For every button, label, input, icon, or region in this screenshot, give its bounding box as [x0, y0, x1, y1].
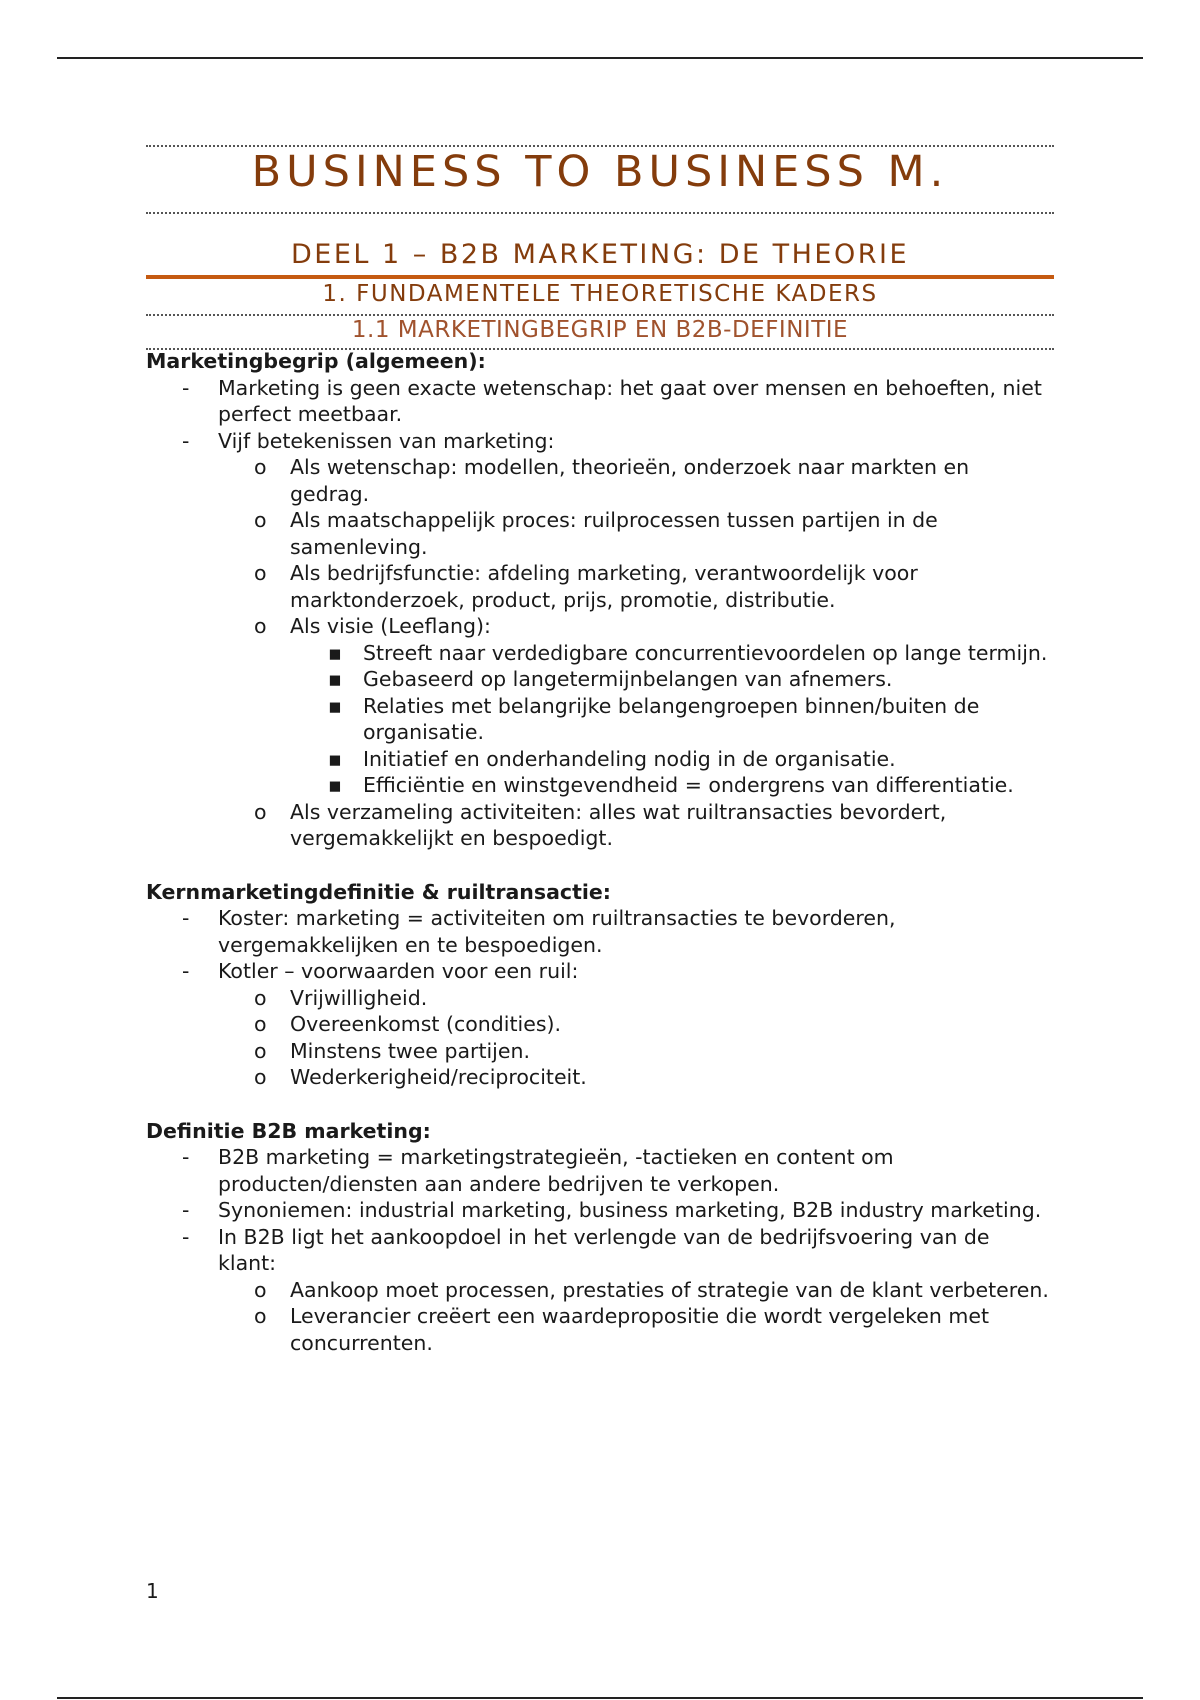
page-bottom-rule — [57, 1697, 1143, 1699]
bullet-marker-icon: o — [254, 614, 267, 638]
bullet-marker-icon: - — [182, 1145, 190, 1169]
section-spacer — [146, 852, 1054, 879]
section-title: Kernmarketingdefinitie & ruiltransactie: — [146, 879, 612, 904]
list-item-text: Minstens twee partijen. — [290, 1038, 530, 1063]
bullet-marker-icon: o — [254, 799, 267, 824]
list-item — [146, 428, 1054, 455]
bullet-marker-icon: - — [182, 959, 190, 983]
section-title: Definitie B2B marketing: — [146, 1118, 431, 1143]
list-item — [146, 1038, 1054, 1065]
list-item-text: Efficiëntie en winstgevendheid = ondergrens van differentiatie. — [363, 773, 1014, 797]
bullet-marker-icon: o — [254, 561, 267, 585]
list-item — [146, 1064, 1054, 1091]
list-item-text: Kotler – voorwaarden voor een ruil: — [218, 959, 579, 983]
list-item-text: Als maatschappelijk proces: ruilprocessen tussen partijen in de samenleving. — [290, 508, 938, 559]
list-item-text: Marketing is geen exacte wetenschap: het gaat over mensen en behoeften, niet perfect meetbaar. — [218, 375, 1042, 426]
list-item — [146, 1011, 1054, 1038]
list-item — [146, 640, 1054, 667]
list-item-text: Wederkerigheid/reciprociteit. — [290, 1065, 587, 1089]
bullet-marker-icon: o — [254, 985, 267, 1010]
bullet-marker-icon: o — [254, 508, 267, 532]
section-title: Marketingbegrip (algemeen): — [146, 349, 486, 373]
bullet-marker-icon: ▪ — [328, 640, 342, 665]
document-body — [146, 348, 1054, 1356]
bullet-marker-icon: o — [254, 1304, 267, 1328]
part-heading: DEEL 1 – B2B MARKETING: DE THEORIE — [290, 239, 910, 270]
list-item-text: B2B marketing = marketingstrategieën, -tactieken en content om producten/diensten aan andere bedrijven te verkopen. — [218, 1145, 894, 1196]
list-item — [146, 507, 1054, 560]
list-item-text: Overeenkomst (condities). — [290, 1012, 562, 1036]
list-item — [146, 905, 1054, 958]
list-item — [146, 560, 1054, 613]
list-item-text: Koster: marketing = activiteiten om ruiltransacties te bevorderen, vergemakkelijken en te bespoedigen. — [218, 906, 896, 957]
list-item-text: Relaties met belangrijke belangengroepen binnen/buiten de organisatie. — [363, 693, 980, 744]
list-item — [146, 772, 1054, 799]
list-item — [146, 799, 1054, 852]
title-bottom-dotted-rule — [146, 212, 1054, 214]
bullet-marker-icon: o — [254, 1038, 267, 1063]
list-item — [146, 746, 1054, 773]
list-item — [146, 375, 1054, 428]
bullet-marker-icon: o — [254, 1012, 267, 1036]
list-item — [146, 666, 1054, 693]
bullet-marker-icon: - — [182, 375, 190, 400]
list-item-text: In B2B ligt het aankoopdoel in het verlengde van de bedrijfsvoering van de klant: — [218, 1224, 990, 1275]
bullet-marker-icon: ▪ — [328, 746, 342, 771]
list-item-text: Als wetenschap: modellen, theorieën, onderzoek naar markten en gedrag. — [290, 455, 970, 506]
bullet-marker-icon: - — [182, 428, 190, 453]
page-top-rule — [57, 57, 1143, 59]
bullet-marker-icon: o — [254, 1065, 267, 1089]
bullet-marker-icon: o — [254, 455, 267, 479]
list-item — [146, 1224, 1054, 1277]
list-item-text: Als bedrijfsfunctie: afdeling marketing, verantwoordelijk voor marktonderzoek, product, prijs, promotie, distributie. — [290, 561, 918, 612]
page-number: 1 — [146, 1579, 159, 1603]
section-spacer — [146, 1091, 1054, 1118]
bullet-marker-icon: - — [182, 1224, 190, 1249]
list-item-text: Als verzameling activiteiten: alles wat ruiltransacties bevordert, vergemakkelijkt en bespoedigt. — [290, 799, 947, 850]
bullet-marker-icon: - — [182, 906, 190, 930]
document-title: BUSINESS TO BUSINESS M. — [251, 147, 949, 197]
list-item-text: Vijf betekenissen van marketing: — [218, 428, 555, 453]
list-item — [146, 454, 1054, 507]
list-item — [146, 1197, 1054, 1224]
bullet-marker-icon: ▪ — [328, 667, 342, 691]
part-heading-underline — [146, 275, 1054, 279]
list-item — [146, 1277, 1054, 1304]
list-item — [146, 613, 1054, 640]
bullet-marker-icon: ▪ — [328, 693, 342, 718]
list-item-text: Leverancier creëert een waardepropositie die wordt vergeleken met concurrenten. — [290, 1304, 990, 1355]
list-item — [146, 958, 1054, 985]
chapter-heading: 1. FUNDAMENTELE THEORETISCHE KADERS — [322, 281, 878, 307]
bullet-marker-icon: ▪ — [328, 773, 342, 797]
list-item-text: Als visie (Leeflang): — [290, 614, 491, 638]
section-heading: 1.1 MARKETINGBEGRIP EN B2B-DEFINITIE — [351, 317, 849, 343]
list-item — [146, 985, 1054, 1012]
list-item-text: Streeft naar verdedigbare concurrentievoordelen op lange termijn. — [363, 640, 1048, 665]
list-item-text: Vrijwilligheid. — [290, 985, 428, 1010]
list-item-text: Aankoop moet processen, prestaties of strategie van de klant verbeteren. — [290, 1277, 1049, 1302]
bullet-marker-icon: - — [182, 1198, 190, 1222]
list-item-text: Synoniemen: industrial marketing, business marketing, B2B industry marketing. — [218, 1198, 1042, 1222]
bullet-marker-icon: o — [254, 1277, 267, 1302]
list-item — [146, 1144, 1054, 1197]
list-item — [146, 693, 1054, 746]
list-item-text: Gebaseerd op langetermijnbelangen van afnemers. — [363, 667, 893, 691]
list-item — [146, 1303, 1054, 1356]
list-item-text: Initiatief en onderhandeling nodig in de organisatie. — [363, 746, 896, 771]
